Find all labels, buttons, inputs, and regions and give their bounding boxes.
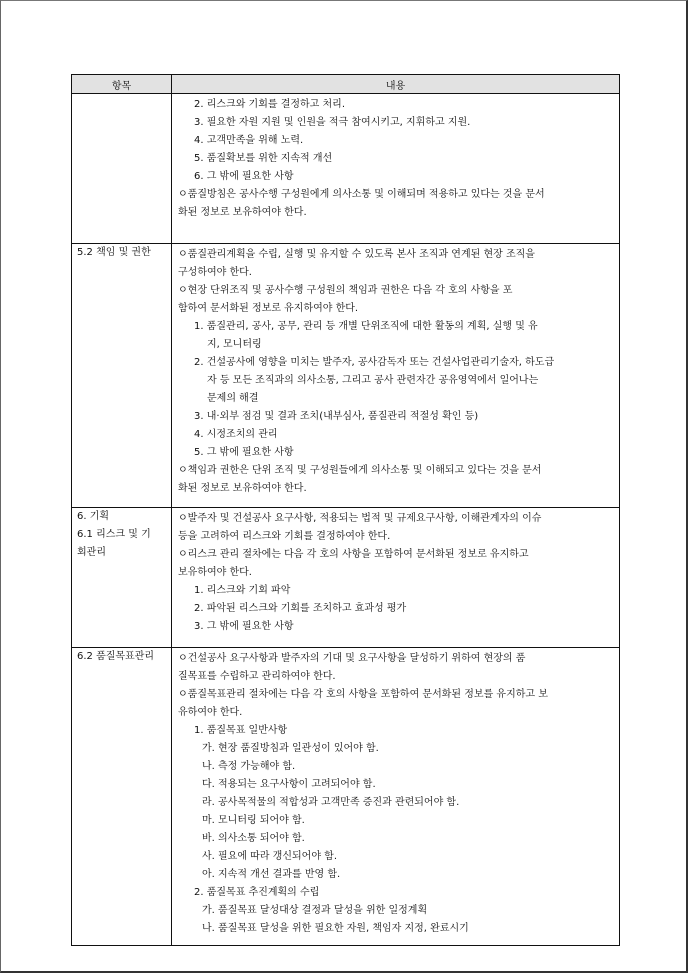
paragraph-line: ㅇ품질방침은 공사수행 구성원에게 의사소통 및 이해되며 적용하고 있다는 것을 문서 [178,189,545,200]
sub-list-item: 가. 현장 품질방침과 일관성이 있어야 함. [202,743,379,754]
sub-list-item: 다. 적용되는 요구사항이 고려되어야 함. [202,779,376,790]
table-row [72,648,620,946]
list-item: 3. 내·외부 점검 및 결과 조치(내부심사, 품질관리 적절성 확인 등) [194,411,479,422]
list-item: 5. 그 밖에 필요한 사항 [194,447,294,458]
row-label [72,94,172,244]
sub-list-item: 라. 공사목적물의 적합성과 고객만족 증진과 관련되어야 함. [202,797,460,808]
paragraph-line: ㅇ품질관리계획을 수립, 실행 및 유지할 수 있도록 본사 조직과 연계된 현장 조직을 [178,249,535,260]
list-item: 문제의 해결 [207,393,259,404]
list-item: 1. 품질목표 일반사항 [194,725,288,736]
list-item: 1. 리스크와 기회 파악 [194,585,291,596]
sub-list-item: 나. 측정 가능해야 함. [202,761,296,772]
paragraph-line: 등을 고려하여 리스크와 기회를 결정하여야 한다. [178,531,391,542]
row-content [172,244,620,508]
sub-list-item: 가. 품질목표 달성대상 결정과 달성을 위한 일정계획 [202,905,428,916]
row-content [172,94,620,244]
list-item: 4. 시정조치의 관리 [194,429,278,440]
section-title: 6. 기획 [77,511,110,522]
list-item: 2. 품질목표 추진계획의 수립 [194,887,320,898]
list-item: 자 등 모든 조직과의 의사소통, 그리고 공사 관련자간 공유영역에서 일어나는 [207,375,539,386]
list-item: 6. 그 밖에 필요한 사항 [194,171,294,182]
paragraph-line: ㅇ발주자 및 건설공사 요구사항, 적용되는 법적 및 규제요구사항, 이해관계자의 이슈 [178,513,542,524]
paragraph-line: ㅇ책임과 권한은 단위 조직 및 구성원들에게 의사소통 및 이해되고 있다는 것을 문서 [178,465,542,476]
row-label [72,244,172,508]
table-row [72,94,620,244]
paragraph-line: 구성하여야 한다. [178,267,252,278]
paragraph-line: 화된 정보로 보유하여야 한다. [178,483,307,494]
paragraph-line: 함하여 문서화된 정보로 유지하여야 한다. [178,303,359,314]
table-row [72,508,620,648]
list-item: 3. 그 밖에 필요한 사항 [194,621,294,632]
section-title: 회관리 [77,547,106,558]
paragraph-line: 질목표를 수립하고 관리하여야 한다. [178,671,336,682]
paragraph-line: 화된 정보로 보유하여야 한다. [178,207,307,218]
paragraph-line: ㅇ리스크 관리 절차에는 다음 각 호의 사항을 포함하여 문서화된 정보로 유지하고 [178,549,529,560]
paragraph-line: ㅇ품질목표관리 절차에는 다음 각 호의 사항을 포함하여 문서화된 정보를 유지하고 보 [178,689,548,700]
header-content: 내용 [172,75,620,94]
list-item: 4. 고객만족을 위해 노력. [194,135,304,146]
sub-list-item: 나. 품질목표 달성을 위한 필요한 자원, 책임자 지정, 완료시기 [202,923,469,934]
list-item: 2. 건설공사에 영향을 미치는 발주자, 공사감독자 또는 건설사업관리기술자, 하도급 [194,357,555,368]
paragraph-line: ㅇ건설공사 요구사항과 발주자의 기대 및 요구사항을 달성하기 위하여 현장의 품 [178,653,526,664]
sub-list-item: 사. 필요에 따라 갱신되어야 함. [202,851,337,862]
paragraph-line: 보유하여야 한다. [178,567,252,578]
section-title: 6.2 품질목표관리 [77,651,155,662]
paragraph-line: 유하여야 한다. [178,707,243,718]
list-item: 3. 필요한 자원 지원 및 인원을 적극 참여시키고, 지휘하고 지원. [194,117,471,128]
section-title: 5.2 책임 및 권한 [77,247,151,258]
list-item: 2. 리스크와 기회를 결정하고 처리. [194,99,346,110]
section-title: 6.1 리스크 및 기 [77,529,151,540]
paragraph-line: ㅇ현장 단위조직 및 공사수행 구성원의 책임과 권한은 다음 각 호의 사항을 포 [178,285,513,296]
row-label [72,508,172,648]
list-item: 5. 품질확보를 위한 지속적 개선 [194,153,333,164]
row-content [172,508,620,648]
list-item: 2. 파악된 리스크와 기회를 조치하고 효과성 평가 [194,603,407,614]
content-table [71,74,620,946]
sub-list-item: 마. 모니터링 되어야 함. [202,815,305,826]
sub-list-item: 바. 의사소통 되어야 함. [202,833,305,844]
table-header-row [72,75,620,94]
sub-list-item: 아. 지속적 개선 결과를 반영 함. [202,869,341,880]
header-item: 항목 [72,75,172,94]
row-label [72,648,172,946]
list-item: 지, 모니터링 [207,339,262,350]
table-row [72,244,620,508]
list-item: 1. 품질관리, 공사, 공무, 관리 등 개별 단위조직에 대한 활동의 계획, 실행 및 유 [194,321,538,332]
row-content [172,648,620,946]
